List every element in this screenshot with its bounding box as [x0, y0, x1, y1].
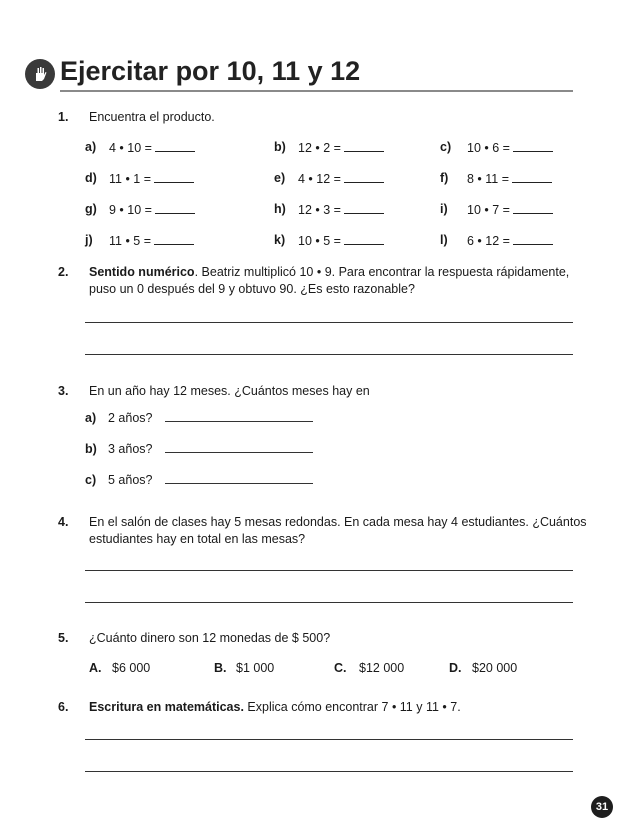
answer-line[interactable] [85, 602, 573, 603]
q3-item-label: c) [85, 473, 97, 487]
answer-blank[interactable] [513, 202, 553, 214]
question-4-number: 4. [58, 515, 69, 529]
question-1-number: 1. [58, 110, 69, 124]
answer-blank[interactable] [344, 171, 384, 183]
answer-line[interactable] [85, 739, 573, 740]
q1-item-label: h) [274, 202, 286, 216]
option-value[interactable]: $1 000 [236, 661, 275, 675]
q1-item-label: b) [274, 140, 286, 154]
answer-blank[interactable] [512, 171, 552, 183]
option-label[interactable]: D. [449, 661, 462, 675]
q1-item-label: i) [440, 202, 448, 216]
answer-line[interactable] [85, 322, 573, 323]
q1-item-label: k) [274, 233, 286, 247]
question-5-number: 5. [58, 631, 69, 645]
question-2-number: 2. [58, 265, 69, 279]
option-value[interactable]: $6 000 [112, 661, 151, 675]
question-5-prompt: ¿Cuánto dinero son 12 monedas de $ 500? [89, 631, 331, 645]
title-divider [60, 90, 573, 92]
option-value[interactable]: $20 000 [472, 661, 518, 675]
q1-item-f: 8 • 11 = [467, 171, 552, 186]
q1-item-l: 6 • 12 = [467, 233, 553, 248]
answer-blank[interactable] [344, 202, 384, 214]
q1-item-h: 12 • 3 = [298, 202, 384, 217]
question-6-number: 6. [58, 700, 69, 714]
q1-item-e: 4 • 12 = [298, 171, 384, 186]
question-2-heading: Sentido numérico [89, 265, 195, 279]
answer-blank[interactable] [155, 202, 195, 214]
q1-item-i: 10 • 7 = [467, 202, 553, 217]
option-label[interactable]: B. [214, 661, 227, 675]
answer-blank[interactable] [513, 233, 553, 245]
q1-item-a: 4 • 10 = [109, 140, 195, 155]
answer-line[interactable] [85, 771, 573, 772]
q1-item-k: 10 • 5 = [298, 233, 384, 248]
q1-item-label: e) [274, 171, 286, 185]
answer-line[interactable] [85, 354, 573, 355]
answer-line[interactable] [165, 421, 313, 422]
q1-item-label: l) [440, 233, 448, 247]
q1-item-b: 12 • 2 = [298, 140, 384, 155]
option-label[interactable]: C. [334, 661, 347, 675]
option-value[interactable]: $12 000 [359, 661, 405, 675]
answer-blank[interactable] [155, 140, 195, 152]
answer-blank[interactable] [513, 140, 553, 152]
option-label[interactable]: A. [89, 661, 102, 675]
question-3-number: 3. [58, 384, 69, 398]
q3-item-label: b) [85, 442, 97, 456]
q1-item-c: 10 • 6 = [467, 140, 553, 155]
q1-item-g: 9 • 10 = [109, 202, 195, 217]
hand-icon [25, 59, 55, 89]
answer-line[interactable] [165, 452, 313, 453]
answer-blank[interactable] [154, 171, 194, 183]
page-number-badge: 31 [591, 796, 613, 818]
question-2-text: Sentido numérico. Beatriz multiplicó 10 • 9. Para encontrar la respuesta rápidamente, puso un 0 después del 9 y obtuvo 90. ¿Es esto razonable? [89, 265, 570, 296]
question-6-heading: Escritura en matemáticas. [89, 700, 244, 714]
page-title: Ejercitar por 10, 11 y 12 [60, 56, 361, 86]
q1-item-label: c) [440, 140, 452, 154]
answer-line[interactable] [165, 483, 313, 484]
q3-item-text: 5 años? [108, 473, 153, 487]
answer-blank[interactable] [154, 233, 194, 245]
q3-item-text: 2 años? [108, 411, 153, 425]
question-1-prompt: Encuentra el producto. [89, 110, 215, 124]
question-3-prompt: En un año hay 12 meses. ¿Cuántos meses hay en [89, 384, 370, 398]
answer-line[interactable] [85, 570, 573, 571]
answer-blank[interactable] [344, 140, 384, 152]
q1-item-label: a) [85, 140, 97, 154]
q3-item-label: a) [85, 411, 97, 425]
q1-item-label: j) [85, 233, 93, 247]
question-6-text: Escritura en matemáticas. Explica cómo encontrar 7 • 11 y 11 • 7. [89, 700, 461, 714]
q1-item-label: g) [85, 202, 97, 216]
q1-item-d: 11 • 1 = [109, 171, 194, 186]
q1-item-label: d) [85, 171, 97, 185]
q3-item-text: 3 años? [108, 442, 153, 456]
answer-blank[interactable] [344, 233, 384, 245]
question-4-text: En el salón de clases hay 5 mesas redondas. En cada mesa hay 4 estudiantes. ¿Cuántos estudiantes hay en total en las mesas? [89, 515, 587, 546]
q1-item-label: f) [440, 171, 449, 185]
q1-item-j: 11 • 5 = [109, 233, 194, 248]
